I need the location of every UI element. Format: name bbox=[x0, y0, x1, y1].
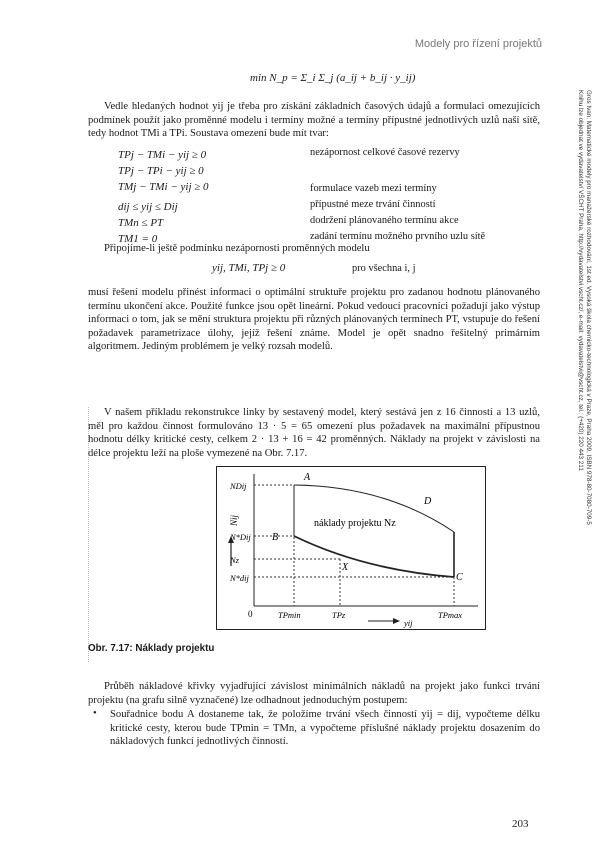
constraint-row bbox=[118, 213, 538, 229]
min-cost-curve bbox=[294, 536, 454, 577]
point-A: A bbox=[304, 472, 311, 483]
paragraph-3: musí řešení modelu přinést informaci o optimální struktuře projektu pro zadanou hodnotu plánovaného termínu ukončení akce. Použité funkce jsou opět lineární. Pokud vedoucí pracovníci požadují jako výstup informaci o tom, jak se mění struktura projektu při různých plánovaných termínech PT, vstupuje do řešení požadavek parametrizace úlohy, jejíž řešení známe. Model je opět snadno řešitelný primárním algoritmem. Jediným problémem je velký rozsah modelů. bbox=[88, 287, 540, 353]
x-tick-TPz: TPz bbox=[332, 610, 346, 620]
side-note bbox=[577, 90, 594, 670]
cost-figure bbox=[216, 466, 486, 630]
nonneg-expr: yij, TMi, TPj ≥ 0 bbox=[212, 262, 286, 274]
constraint-note: dodržení plánovaného termínu akce bbox=[310, 215, 459, 226]
constraint-row bbox=[118, 161, 538, 177]
y-tick-NDij: NDij bbox=[230, 481, 247, 491]
paragraph-2: Připojíme-li ještě podmínku nezápornosti proměnných modelu bbox=[104, 243, 370, 254]
y-tick-Nz: Nz bbox=[230, 555, 239, 565]
inner-label: náklady projektu Nz bbox=[314, 518, 396, 529]
x-tick-0: 0 bbox=[248, 609, 253, 619]
page-number: 203 bbox=[512, 818, 529, 830]
running-title: Modely pro řízení projektů bbox=[414, 38, 542, 50]
constraint-expr: TMn ≤ PT bbox=[118, 217, 164, 229]
x-axis-name: yij bbox=[404, 618, 413, 628]
constraint-row bbox=[118, 177, 538, 197]
point-X: X bbox=[342, 562, 349, 573]
constraint-expr: dij ≤ yij ≤ Dij bbox=[118, 201, 178, 213]
constraints-block bbox=[118, 145, 538, 245]
bullet-1: Souřadnice bodu A dostaneme tak, že položíme trvání všech činností yij = dij, vypočteme délku kritické cesty, kterou bude TPmin = TMn, a vypočteme příslušné náklady projektu dosazením do nákladových funkcí jednotlivých činností. bbox=[110, 709, 540, 748]
point-C: C bbox=[456, 572, 463, 583]
y-axis-name: Nij bbox=[229, 514, 239, 526]
bullet-dot: • bbox=[93, 708, 97, 719]
constraint-row bbox=[118, 197, 538, 213]
figure-caption: Obr. 7.17: Náklady projektu bbox=[88, 643, 215, 654]
nonneg-scope: pro všechna i, j bbox=[352, 263, 416, 274]
side-note-line2: Knihu lze objednat ve vydavatelství VŠCHT Praha, http://vydavatelstvi.vscht.cz/, e-mail: vydavatelstvi@vscht.cz, tel.: (+420) 220 443 211 bbox=[577, 90, 584, 471]
constraint-expr: TPj − TPi − yij ≥ 0 bbox=[118, 165, 204, 177]
constraint-expr: TM1 = 0 bbox=[118, 233, 158, 245]
paragraph-1: Vedle hledaných hodnot yij je třeba pro získání základních časových údajů a formulaci omezujících podmínek použít jako proměnné modelu i termíny možné a termíny přípustné jednotlivých uzlů naší sítě, tedy hodnot TMi a TPi. Soustava omezení bude mít tvar: bbox=[88, 101, 540, 140]
side-note-line1: Gros Ivan: Matematické modely pro manažerské rozhodování, 1st ed. Vysoká škola chemicko-technologická v Praze, Praha 2009, ISBN 978-80-7080-709-5 bbox=[585, 90, 592, 525]
paragraph-4: V našem příkladu rekonstrukce linky by sestavený model, který sestává jen z 16 činností a 13 uzlů, měl pro každou činnost formulováno 13 · 5 = 65 omezení plus požadavek na maximální přípustnou hodnotu délky kritické cesty, celkem 2 · 13 + 16 = 42 proměnných. Náklady na projekt v závislosti na délce projektu leží na ploše vymezené na Obr. 7.17. bbox=[88, 407, 540, 459]
y-tick-NstarDij: N*Dij bbox=[230, 532, 251, 542]
paragraph-5: Průběh nákladové křivky vyjadřující závislost minimálních nákladů na projekt jako funkci trvání projektu (na grafu silně vyznačené) lze odhadnout jednoduchým postupem: bbox=[88, 681, 540, 706]
y-tick-Nstardij: N*dij bbox=[230, 573, 249, 583]
point-B: B bbox=[272, 532, 279, 543]
objective-formula: min N_p = Σ_i Σ_j (a_ij + b_ij · y_ij) bbox=[250, 72, 416, 84]
x-arrow-head bbox=[393, 618, 400, 624]
constraint-row bbox=[118, 145, 538, 161]
figure-frame bbox=[217, 467, 486, 630]
constraint-expr: TMj − TMi − yij ≥ 0 bbox=[118, 181, 209, 193]
constraint-note: formulace vazeb mezi termíny bbox=[310, 183, 437, 194]
constraint-note: přípustné meze trvání činností bbox=[310, 199, 436, 210]
constraint-expr: TPj − TMi − yij ≥ 0 bbox=[118, 149, 207, 161]
point-D: D bbox=[424, 496, 432, 507]
x-tick-TPmin: TPmin bbox=[278, 610, 301, 620]
constraint-note: zadání termínu možného prvního uzlu sítě bbox=[310, 231, 486, 242]
constraint-note: nezápornost celkové časové rezervy bbox=[310, 147, 460, 158]
x-tick-TPmax: TPmax bbox=[438, 610, 463, 620]
